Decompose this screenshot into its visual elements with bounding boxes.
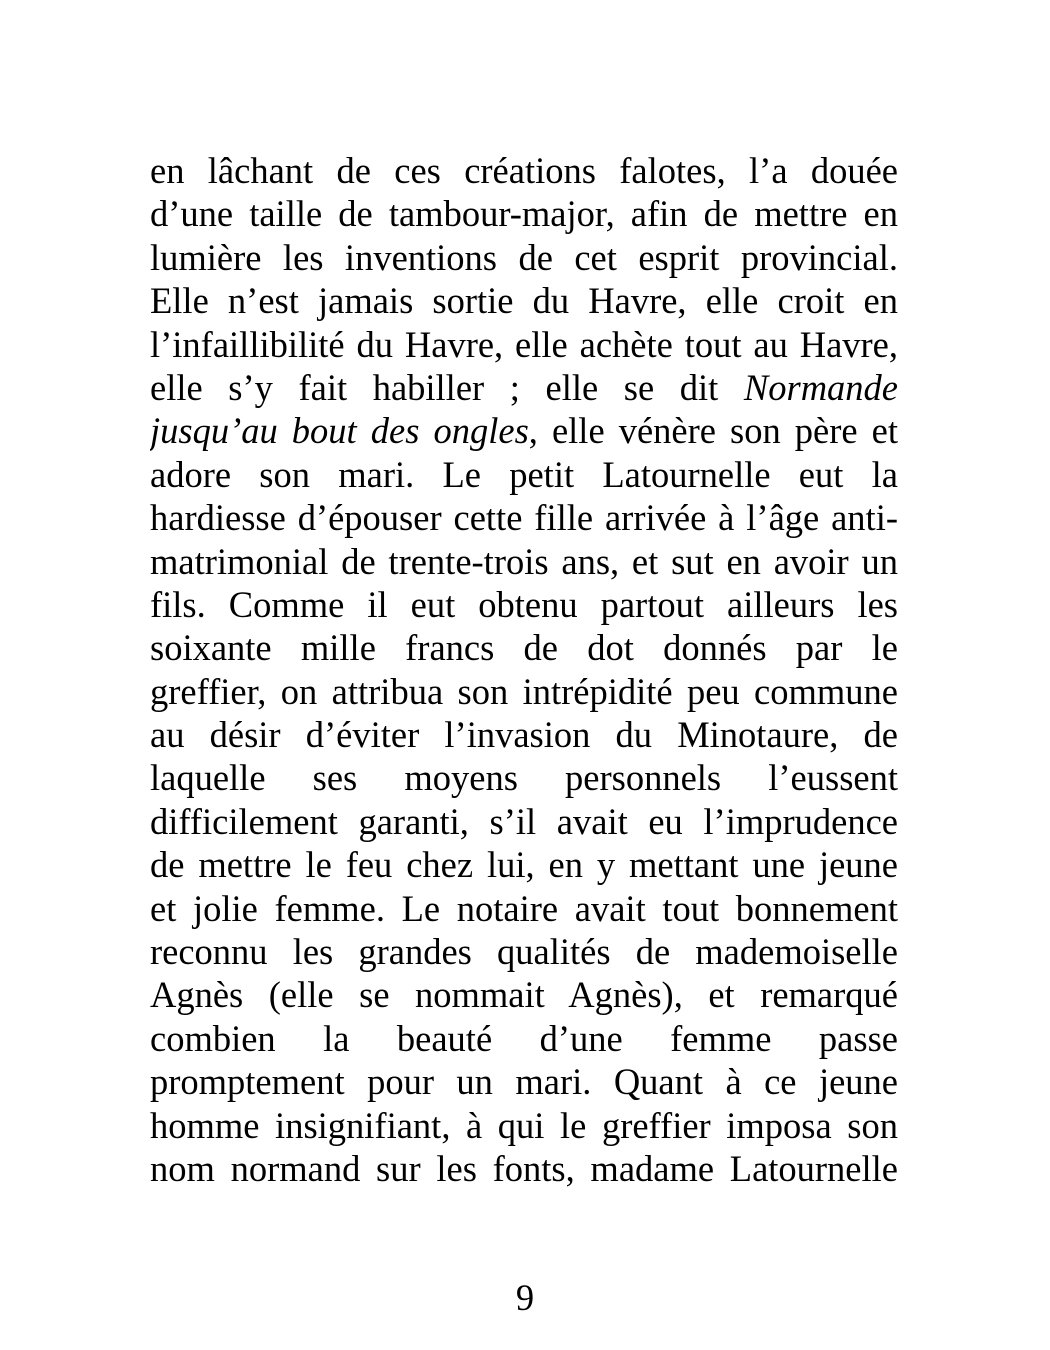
text-line bbox=[150, 409, 898, 452]
text-line: et jolie femme. Le notaire avait tout bonnement bbox=[150, 887, 898, 929]
text-line bbox=[150, 366, 898, 409]
text-line: homme insignifiant, à qui le greffier imposa son bbox=[150, 1104, 898, 1146]
text-line: lumière les inventions de cet esprit provincial. bbox=[150, 236, 898, 278]
text-line: difficilement garanti, s’il avait eu l’imprudence bbox=[150, 800, 898, 842]
text-line: promptement pour un mari. Quant à ce jeune bbox=[150, 1061, 898, 1103]
text-line: nom normand sur les fonts, madame Latournelle bbox=[150, 1147, 898, 1189]
text-line: reconnu les grandes qualités de mademoiselle bbox=[150, 931, 898, 973]
text-line: soixante mille francs de dot donnés par le bbox=[150, 627, 898, 669]
text-line: combien la beauté d’une femme passe bbox=[150, 1017, 898, 1059]
body-text bbox=[150, 149, 898, 1190]
text-line: de mettre le feu chez lui, en y mettant une jeune bbox=[150, 844, 898, 886]
text-line: l’infaillibilité du Havre, elle achète tout au Havre, bbox=[150, 323, 898, 365]
text-line: d’une taille de tambour-major, afin de mettre en bbox=[150, 193, 898, 235]
italic-phrase: jusqu’au bout des ongles bbox=[150, 410, 529, 452]
text-line: laquelle ses moyens personnels l’eussent bbox=[150, 757, 898, 799]
text-line: Elle n’est jamais sortie du Havre, elle croit en bbox=[150, 280, 898, 322]
text-line: matrimonial de trente-trois ans, et sut en avoir un bbox=[150, 540, 898, 582]
text-line: greffier, on attribua son intrépidité peu commune bbox=[150, 670, 898, 712]
text-line: en lâchant de ces créations falotes, l’a douée bbox=[150, 150, 898, 191]
text-line: Agnès (elle se nommait Agnès), et remarqué bbox=[150, 974, 898, 1016]
page-number: 9 bbox=[515, 1277, 535, 1318]
italic-phrase: Normande bbox=[743, 366, 898, 408]
text-line: hardiesse d’épouser cette fille arrivée à l’âge anti- bbox=[150, 497, 898, 539]
text-segment: elle s’y fait habiller ; elle se dit bbox=[150, 366, 744, 408]
text-line: adore son mari. Le petit Latournelle eut la bbox=[150, 453, 898, 495]
text-line: fils. Comme il eut obtenu partout ailleurs les bbox=[150, 583, 898, 625]
text-line: au désir d’éviter l’invasion du Minotaure, de bbox=[150, 714, 898, 756]
text-segment: , elle vénère son père et bbox=[528, 410, 898, 452]
